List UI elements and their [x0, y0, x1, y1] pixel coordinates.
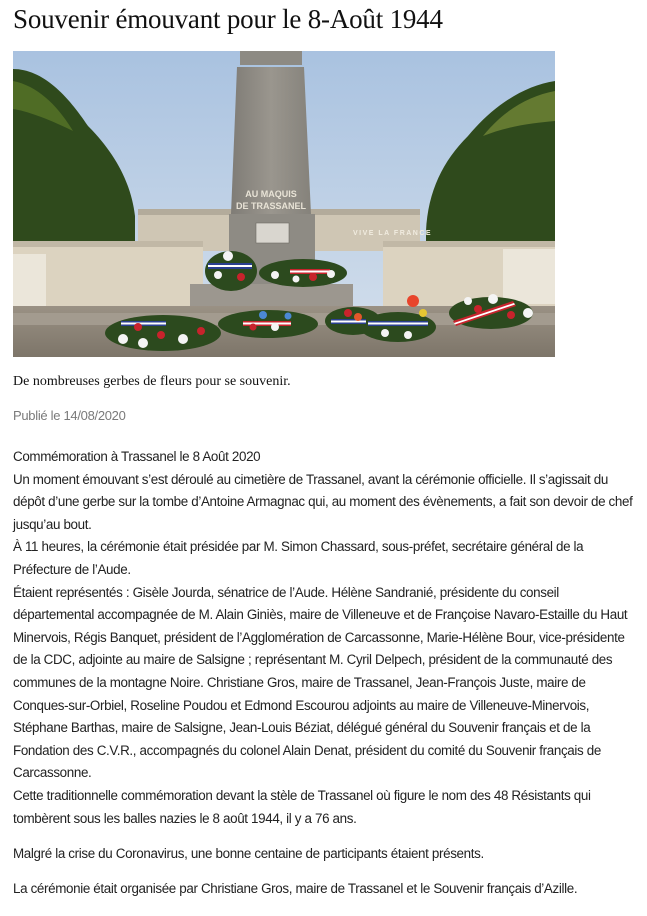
paragraph-heading: Commémoration à Trassanel le 8 Août 2020	[13, 449, 261, 464]
article-photo	[13, 51, 555, 357]
paragraph: La cérémonie était organisée par Christiane Gros, maire de Trassanel et le Souvenir français d’Azille.	[13, 880, 578, 896]
paragraph: Étaient représentés : Gisèle Jourda, sénatrice de l’Aude. Hélène Sandranié, présidente du conseil départemental accompagnée de M. Alain Giniès, maire de Villeneuve et de Françoise Navaro-Estaille du Haut Minervois, Régis Banquet, président de l’Agglomération de Carcassonne, Marie-Hélène Bour, vice-présidente de la CDC, adjointe au maire de Salsigne ; représentant M. Cyril Delpech, président de la communauté des communes de la montagne Noire. Christiane Gros, maire de Trassanel, Jean-François Juste, maire de Conques-sur-Orbiel, Roseline Poudou et Edmond Escourou adjoints au maire de Villeneuve-Minervois, Stéphane Barthas, maire de Salsigne, Jean-Louis Béziat, délégué général du Souvenir français et de la Fondation des C.V.R., accompagnés du colonel Alain Denat, président du comité du Souvenir français de Carcassonne.	[13, 584, 628, 781]
paragraph: Cette traditionnelle commémoration devant la stèle de Trassanel où figure le nom des 48 Résistants qui tombèrent sous les balles nazies le 8 août 1944, il y a 76 ans.	[13, 787, 591, 826]
name-plaque-right	[503, 249, 555, 304]
plaque	[256, 223, 289, 243]
inscription-wall: VIVE LA FRANCE	[353, 230, 433, 237]
article-title: Souvenir émouvant pour le 8-Août 1944	[13, 4, 443, 34]
inscription-line1: AU MAQUIS	[245, 189, 297, 199]
inscription-line2: DE TRASSANEL	[235, 201, 307, 211]
paragraph: Un moment émouvant s’est déroulé au cimetière de Trassanel, avant la cérémonie officielle. Il s’agissait du dépôt d’une gerbe sur la tombe d’Antoine Armagnac qui, au moment des évènements, a fait son devoir de chef jusqu’au bout.	[13, 471, 633, 532]
article-body	[13, 446, 638, 900]
paragraph: À 11 heures, la cérémonie était présidée par M. Simon Chassard, sous-préfet, secrétaire général de la Préfecture de l’Aude.	[13, 539, 584, 577]
photo-caption: De nombreuses gerbes de fleurs pour se souvenir.	[13, 374, 291, 389]
name-plaque-left	[13, 254, 46, 309]
paragraph: Malgré la crise du Coronavirus, une bonne centaine de participants étaient présents.	[13, 845, 484, 861]
publish-date: Publié le 14/08/2020	[13, 408, 126, 423]
